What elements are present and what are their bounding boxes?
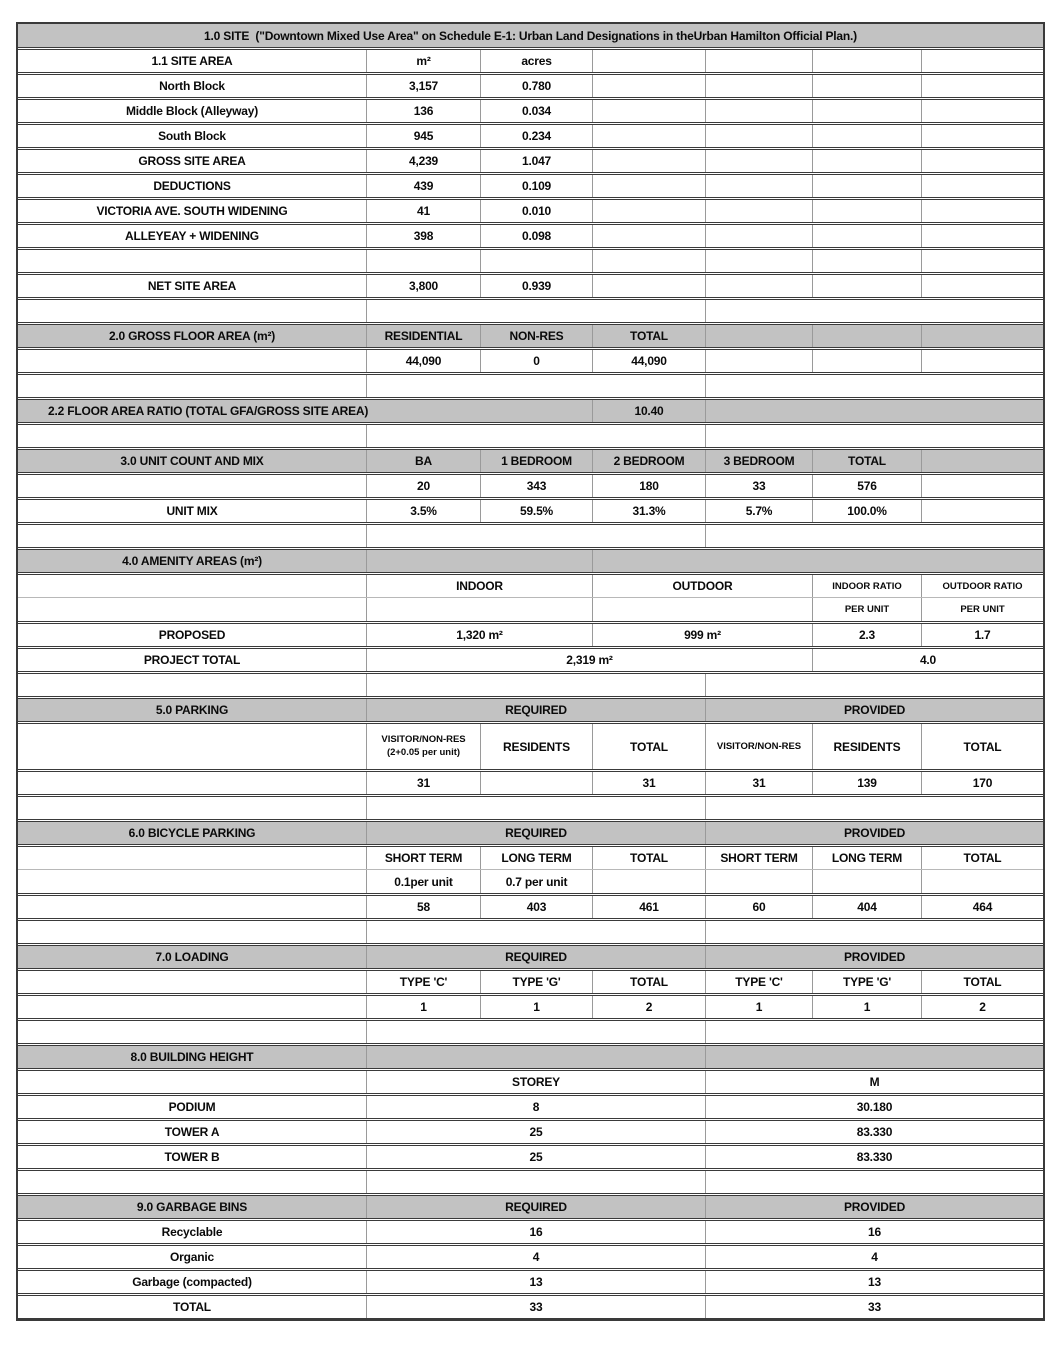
row-tower-b-cell-2: 25 [367,1146,706,1168]
spacer-9-cell-1 [18,1171,367,1193]
row-north-block-cell-6 [813,75,922,97]
spacer-7-cell-3 [706,921,1043,943]
bicycle-data-cell-5: 60 [706,896,813,918]
row-tower-b-cell-1: TOWER B [18,1146,367,1168]
spacer-8-cell-3 [706,1021,1043,1043]
gfa-header-cell-4: TOTAL [593,325,706,347]
unit-count-header-cell-7 [922,450,1043,472]
row-net-site-area-cell-5 [706,275,813,297]
parking-data-cell-2: 31 [367,772,481,794]
spacer-4 [18,524,1043,548]
row-north-block-cell-3: 0.780 [481,75,593,97]
spacer-1-cell-1 [18,300,367,322]
row-tower-b-cell-3: 83.330 [856,1150,893,1164]
amenity-subheader-2-cell-5: PER UNIT [960,604,1005,615]
gfa-header-cell-3: NON-RES [481,325,593,347]
row-blank-grid-cell-3 [481,250,593,272]
row-organic [18,1245,1043,1269]
parking-subheader-cell-2 [367,724,481,769]
row-net-site-area-cell-4 [593,275,706,297]
row-organic-cell-3: 4 [871,1250,878,1264]
row-tower-a [18,1120,1043,1144]
spacer-8 [18,1020,1043,1044]
row-victoria-widening-cell-4 [593,200,706,222]
bicycle-rate-cell-2: 0.1per unit [367,870,481,893]
row-garbage-total [18,1295,1043,1319]
building-height-subheader [18,1070,1043,1094]
row-victoria-widening-cell-2: 41 [367,200,481,222]
section-1-title-cell-1: 1.0 SITE ("Downtown Mixed Use Area" on Schedule E-1: Urban Land Designations in theUrban Hamilton Official Plan.) [204,28,857,43]
parking-subheader-cell-2-line: (2+0.05 per unit) [386,746,461,758]
spacer-1 [18,299,1043,323]
loading-data-cell-4: 2 [593,996,706,1018]
loading-header-cell-1: 7.0 LOADING [18,946,367,968]
row-south-block-cell-1: South Block [18,125,367,147]
spacer-9-cell-2 [367,1171,706,1193]
bicycle-subheader [18,846,1043,870]
spacer-4-cell-1 [18,525,367,547]
parking-subheader-cell-7: TOTAL [963,739,1002,754]
spacer-9-cell-3 [706,1171,1043,1193]
amenity-subheader-1-cell-4: INDOOR RATIO [813,575,922,597]
amenity-header [18,549,1043,573]
bicycle-header-cell-1: 6.0 BICYCLE PARKING [18,822,367,844]
loading-subheader-cell-7: TOTAL [963,975,1002,989]
row-gross-site-area-cell-6 [813,150,922,172]
spacer-1-cell-2 [367,300,706,322]
unit-count-header [18,449,1043,473]
loading-header [18,945,1043,969]
bicycle-subheader-cell-3: LONG TERM [481,847,593,869]
row-south-block-cell-2: 945 [367,125,481,147]
unit-count-data-cell-2: 20 [367,475,481,497]
row-recyclable-cell-2: 16 [367,1221,706,1243]
row-organic-cell-2: 4 [367,1246,706,1268]
amenity-subheader-1-cell-3: OUTDOOR [593,575,813,597]
amenity-subheader-2-cell-4: PER UNIT [813,598,922,621]
amenity-subheader-2-cell-2 [367,598,593,621]
row-north-block-cell-7 [922,75,1043,97]
parking-data-cell-5: 31 [706,772,813,794]
spacer-5-cell-2 [367,674,706,696]
loading-subheader-cell-6: TYPE 'G' [813,971,922,993]
spacer-6 [18,796,1043,820]
row-deductions-cell-3: 0.109 [481,175,593,197]
unit-count-data-cell-1 [18,475,367,497]
row-north-block-cell-4 [593,75,706,97]
row-deductions-cell-7 [922,175,1043,197]
bicycle-data-cell-2: 58 [367,896,481,918]
row-victoria-widening-cell-6 [813,200,922,222]
parking-subheader-cell-4: TOTAL [593,724,706,769]
row-blank-grid-cell-7 [922,250,1043,272]
unit-mix-data-cell-6: 100.0% [813,500,922,522]
gfa-data-cell-4: 44,090 [593,350,706,372]
gfa-data [18,349,1043,373]
row-north-block [18,74,1043,98]
parking-data-cell-6: 139 [813,772,922,794]
spacer-2-cell-3 [706,375,1043,397]
floor-area-ratio-cell-2: 10.40 [593,400,706,422]
row-garbage-compacted-cell-2: 13 [367,1271,706,1293]
loading-header-cell-3: PROVIDED [843,950,906,964]
row-middle-block-cell-6 [813,100,922,122]
spacer-3 [18,424,1043,448]
row-alleyway-widening-cell-1: ALLEYEAY + WIDENING [18,225,367,247]
building-height-subheader-cell-2: STOREY [367,1071,706,1093]
unit-mix-data-cell-5: 5.7% [706,500,813,522]
row-podium-cell-2: 8 [367,1096,706,1118]
loading-subheader [18,970,1043,994]
row-net-site-area-cell-6 [813,275,922,297]
parking-subheader-cell-2-line: VISITOR/NON-RES [381,733,466,745]
unit-mix-data-cell-2: 3.5% [367,500,481,522]
loading-data-cell-6: 1 [813,996,922,1018]
row-garbage-total-cell-2: 33 [367,1296,706,1318]
site-statistics-table [16,22,1045,1321]
row-alleyway-widening-cell-2: 398 [367,225,481,247]
row-middle-block-cell-1: Middle Block (Alleyway) [18,100,367,122]
gfa-header-cell-5 [706,325,813,347]
unit-count-data-cell-4: 180 [593,475,706,497]
amenity-proposed-cell-3: 999 m² [593,624,813,646]
parking-header-cell-2: REQUIRED [367,699,706,721]
building-height-header-cell-3 [706,1046,1043,1068]
row-net-site-area-cell-1: NET SITE AREA [18,275,367,297]
spacer-5-cell-1 [18,674,367,696]
parking-data [18,771,1043,795]
building-height-header-cell-1: 8.0 BUILDING HEIGHT [18,1046,367,1068]
section-1-title [18,24,1043,48]
site-area-header-cell-5 [706,50,813,72]
row-victoria-widening [18,199,1043,223]
gfa-header-cell-7 [922,325,1043,347]
amenity-project-total-cell-2: 2,319 m² [367,649,813,671]
row-net-site-area-cell-2: 3,800 [367,275,481,297]
row-deductions-cell-6 [813,175,922,197]
bicycle-rate-cell-4 [593,870,706,893]
unit-count-data-cell-3: 343 [481,475,593,497]
row-north-block-cell-2: 3,157 [367,75,481,97]
amenity-subheader-1-cell-5: OUTDOOR RATIO [942,580,1023,592]
loading-data-cell-5: 1 [706,996,813,1018]
row-alleyway-widening-cell-4 [593,225,706,247]
loading-subheader-cell-5: TYPE 'C' [706,971,813,993]
bicycle-rate [18,870,1043,894]
row-blank-grid-cell-6 [813,250,922,272]
spacer-4-cell-2 [367,525,706,547]
bicycle-rate-cell-1 [18,870,367,893]
spacer-2 [18,374,1043,398]
site-area-header-cell-1: 1.1 SITE AREA [18,50,367,72]
parking-data-cell-3 [481,772,593,794]
row-tower-a-cell-3: 83.330 [856,1125,893,1139]
row-garbage-compacted-cell-3: 13 [868,1275,881,1289]
row-garbage-total-cell-1: TOTAL [18,1296,367,1318]
spacer-3-cell-1 [18,425,367,447]
row-gross-site-area-cell-2: 4,239 [367,150,481,172]
parking-data-cell-4: 31 [593,772,706,794]
bicycle-rate-cell-6 [813,870,922,893]
parking-subheader-cell-6: RESIDENTS [813,724,922,769]
spacer-2-cell-1 [18,375,367,397]
spacer-8-cell-1 [18,1021,367,1043]
row-blank-grid-cell-4 [593,250,706,272]
amenity-project-total-cell-3: 4.0 [919,653,937,667]
bicycle-header-cell-3: PROVIDED [843,826,906,840]
row-alleyway-widening-cell-5 [706,225,813,247]
gfa-data-cell-1 [18,350,367,372]
unit-count-header-cell-4: 2 BEDROOM [593,450,706,472]
row-gross-site-area [18,149,1043,173]
spacer-6-cell-1 [18,797,367,819]
amenity-subheader-2 [18,598,1043,622]
row-tower-a-cell-1: TOWER A [18,1121,367,1143]
site-area-header-cell-4 [593,50,706,72]
unit-count-header-cell-3: 1 BEDROOM [481,450,593,472]
row-middle-block-cell-4 [593,100,706,122]
row-podium-cell-1: PODIUM [18,1096,367,1118]
loading-subheader-cell-4: TOTAL [593,971,706,993]
gfa-data-cell-3: 0 [481,350,593,372]
floor-area-ratio-cell-1: 2.2 FLOOR AREA RATIO (TOTAL GFA/GROSS SITE AREA) [18,400,593,422]
row-victoria-widening-cell-1: VICTORIA AVE. SOUTH WIDENING [18,200,367,222]
unit-count-header-cell-1: 3.0 UNIT COUNT AND MIX [18,450,367,472]
unit-mix-data-cell-1: UNIT MIX [18,500,367,522]
gfa-data-cell-2: 44,090 [367,350,481,372]
bicycle-data-cell-4: 461 [593,896,706,918]
loading-subheader-cell-3: TYPE 'G' [481,971,593,993]
floor-area-ratio-cell-3 [706,400,1043,422]
bicycle-rate-cell-5 [706,870,813,893]
bicycle-subheader-cell-7: TOTAL [963,851,1002,865]
bicycle-subheader-cell-6: LONG TERM [813,847,922,869]
garbage-header-cell-3: PROVIDED [843,1200,906,1214]
row-north-block-cell-5 [706,75,813,97]
amenity-subheader-2-cell-3 [593,598,813,621]
bicycle-subheader-cell-2: SHORT TERM [367,847,481,869]
bicycle-subheader-cell-4: TOTAL [593,847,706,869]
row-recyclable [18,1220,1043,1244]
row-alleyway-widening-cell-7 [922,225,1043,247]
loading-data-cell-1 [18,996,367,1018]
row-south-block [18,124,1043,148]
spacer-7 [18,920,1043,944]
amenity-project-total-cell-1: PROJECT TOTAL [18,649,367,671]
site-area-header-cell-2: m² [367,50,481,72]
row-deductions [18,174,1043,198]
loading-subheader-cell-1 [18,971,367,993]
row-middle-block-cell-7 [922,100,1043,122]
amenity-subheader-1 [18,574,1043,598]
spacer-9 [18,1170,1043,1194]
gfa-header-cell-2: RESIDENTIAL [367,325,481,347]
row-organic-cell-1: Organic [18,1246,367,1268]
spacer-5 [18,673,1043,697]
amenity-proposed-cell-2: 1,320 m² [367,624,593,646]
building-height-header-cell-2 [367,1046,706,1068]
site-area-header-cell-6 [813,50,922,72]
amenity-proposed-cell-5: 1.7 [974,628,991,642]
row-deductions-cell-5 [706,175,813,197]
row-tower-b [18,1145,1043,1169]
row-victoria-widening-cell-7 [922,200,1043,222]
row-gross-site-area-cell-4 [593,150,706,172]
loading-data-cell-2: 1 [367,996,481,1018]
unit-count-header-cell-5: 3 BEDROOM [706,450,813,472]
loading-data-cell-3: 1 [481,996,593,1018]
amenity-subheader-1-cell-1 [18,575,367,597]
site-area-header-cell-3: acres [481,50,593,72]
parking-header-cell-1: 5.0 PARKING [18,699,367,721]
amenity-header-cell-3 [593,550,1043,572]
gfa-data-cell-7 [922,350,1043,372]
bicycle-subheader-cell-1 [18,847,367,869]
gfa-data-cell-5 [706,350,813,372]
unit-count-data-cell-7 [922,475,1043,497]
site-area-header [18,49,1043,73]
parking-data-cell-7: 170 [972,776,993,790]
row-blank-grid [18,249,1043,273]
garbage-header-cell-2: REQUIRED [367,1196,706,1218]
spacer-8-cell-2 [367,1021,706,1043]
amenity-subheader-1-cell-2: INDOOR [367,575,593,597]
row-garbage-compacted [18,1270,1043,1294]
spacer-2-cell-2 [367,375,706,397]
spacer-7-cell-2 [367,921,706,943]
building-height-subheader-cell-1 [18,1071,367,1093]
bicycle-subheader-cell-5: SHORT TERM [706,847,813,869]
row-gross-site-area-cell-5 [706,150,813,172]
amenity-proposed-cell-1: PROPOSED [18,624,367,646]
spacer-4-cell-3 [706,525,1043,547]
row-deductions-cell-2: 439 [367,175,481,197]
row-recyclable-cell-1: Recyclable [18,1221,367,1243]
parking-subheader [18,723,1043,770]
row-alleyway-widening-cell-3: 0.098 [481,225,593,247]
parking-subheader-cell-3: RESIDENTS [481,724,593,769]
loading-header-cell-2: REQUIRED [367,946,706,968]
bicycle-data-cell-7: 464 [972,900,993,914]
row-middle-block [18,99,1043,123]
bicycle-header [18,821,1043,845]
amenity-subheader-2-cell-1 [18,598,367,621]
row-net-site-area [18,274,1043,298]
amenity-proposed-cell-4: 2.3 [813,624,922,646]
row-deductions-cell-4 [593,175,706,197]
row-south-block-cell-3: 0.234 [481,125,593,147]
gfa-header [18,324,1043,348]
row-south-block-cell-5 [706,125,813,147]
spacer-6-cell-3 [706,797,1043,819]
row-middle-block-cell-2: 136 [367,100,481,122]
row-south-block-cell-6 [813,125,922,147]
loading-subheader-cell-2: TYPE 'C' [367,971,481,993]
row-south-block-cell-7 [922,125,1043,147]
bicycle-header-cell-2: REQUIRED [367,822,706,844]
unit-mix-data-cell-3: 59.5% [481,500,593,522]
row-recyclable-cell-3: 16 [868,1225,881,1239]
row-net-site-area-cell-3: 0.939 [481,275,593,297]
gfa-header-cell-1: 2.0 GROSS FLOOR AREA (m²) [18,325,367,347]
row-blank-grid-cell-2 [367,250,481,272]
spacer-1-cell-3 [706,300,1043,322]
building-height-subheader-cell-3: M [869,1075,880,1089]
garbage-header-cell-1: 9.0 GARBAGE BINS [18,1196,367,1218]
spacer-3-cell-3 [706,425,1043,447]
bicycle-rate-cell-7 [922,870,1043,893]
unit-count-data-cell-5: 33 [706,475,813,497]
unit-count-header-cell-6: TOTAL [813,450,922,472]
loading-data [18,995,1043,1019]
spacer-5-cell-3 [706,674,1043,696]
row-deductions-cell-1: DEDUCTIONS [18,175,367,197]
row-podium [18,1095,1043,1119]
amenity-project-total [18,648,1043,672]
parking-header [18,698,1043,722]
row-gross-site-area-cell-7 [922,150,1043,172]
bicycle-data-cell-3: 403 [481,896,593,918]
spacer-6-cell-2 [367,797,706,819]
garbage-header [18,1195,1043,1219]
row-garbage-total-cell-3: 33 [868,1300,881,1314]
unit-mix-data-cell-4: 31.3% [593,500,706,522]
floor-area-ratio [18,399,1043,423]
row-victoria-widening-cell-5 [706,200,813,222]
parking-subheader-cell-1 [18,724,367,769]
row-podium-cell-3: 30.180 [856,1100,893,1114]
unit-count-data-cell-6: 576 [813,475,922,497]
row-middle-block-cell-3: 0.034 [481,100,593,122]
unit-mix-data-cell-7 [922,500,1043,522]
spacer-7-cell-1 [18,921,367,943]
loading-data-cell-7: 2 [979,1000,986,1014]
row-north-block-cell-1: North Block [18,75,367,97]
parking-header-cell-3: PROVIDED [843,703,906,717]
row-south-block-cell-4 [593,125,706,147]
unit-count-header-cell-2: BA [367,450,481,472]
amenity-header-cell-1: 4.0 AMENITY AREAS (m²) [18,550,367,572]
gfa-data-cell-6 [813,350,922,372]
row-garbage-compacted-cell-1: Garbage (compacted) [18,1271,367,1293]
unit-mix-data [18,499,1043,523]
row-gross-site-area-cell-1: GROSS SITE AREA [18,150,367,172]
row-blank-grid-cell-1 [18,250,367,272]
parking-data-cell-1 [18,772,367,794]
bicycle-rate-cell-3: 0.7 per unit [481,870,593,893]
amenity-proposed [18,623,1043,647]
row-middle-block-cell-5 [706,100,813,122]
row-alleyway-widening [18,224,1043,248]
amenity-header-cell-2 [367,550,593,572]
site-area-header-cell-7 [922,50,1043,72]
row-net-site-area-cell-7 [922,275,1043,297]
row-victoria-widening-cell-3: 0.010 [481,200,593,222]
spacer-3-cell-2 [367,425,706,447]
gfa-header-cell-6 [813,325,922,347]
row-alleyway-widening-cell-6 [813,225,922,247]
bicycle-data [18,895,1043,919]
unit-count-data [18,474,1043,498]
row-gross-site-area-cell-3: 1.047 [481,150,593,172]
row-tower-a-cell-2: 25 [367,1121,706,1143]
parking-subheader-cell-5: VISITOR/NON-RES [706,724,813,769]
row-blank-grid-cell-5 [706,250,813,272]
building-height-header [18,1045,1043,1069]
bicycle-data-cell-6: 404 [813,896,922,918]
bicycle-data-cell-1 [18,896,367,918]
